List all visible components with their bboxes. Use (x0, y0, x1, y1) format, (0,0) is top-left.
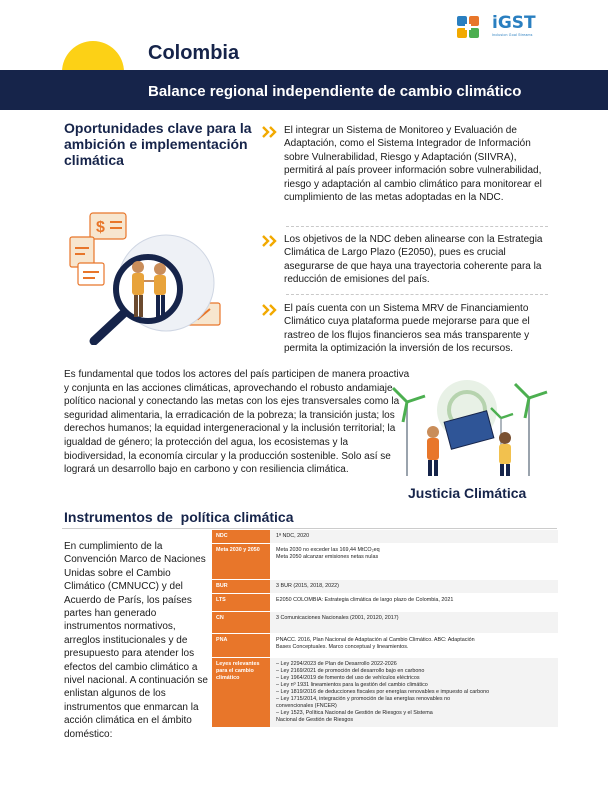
row-key: Leyes relevantes para el cambio climático (212, 658, 270, 727)
row-key: CN (212, 612, 270, 633)
opportunity-text-3: El país cuenta con un Sistema MRV de Financiamiento Climático cuya plataforma puede mejorarse para que el rastreo de los flujos financieros sea más transparente y permita la optimización la inversión de los recursos. (284, 303, 530, 355)
table-row (212, 580, 558, 594)
wind-solar-illustration (383, 372, 551, 480)
row-value: 3 BUR (2015, 2018, 2022) (270, 580, 558, 593)
row-value: – Ley 2294/2023 de Plan de Desarrollo 2022-2026 – Ley 2169/2021 de promoción del desarrollo bajo en carbono – Ley 1964/2019 de fomento del uso de vehículos eléctricos – Ley nº 1931 lineamientos para la gestión del cambio climático – Ley 1819/2016 de deducciones fiscales por energías renovables e impuesto al carbono – Ley 1715/2014, integración y promoción de las energías renovables no convencionales (FNCER) – Ley 1523, Política Nacional de Gestión de Riesgos y el Sistema Nacional de Gestión de Riesgos (270, 658, 558, 727)
opportunity-text-2: Los objetivos de la NDC deben alinearse con la Estrategia Climática de Largo Plazo (E2050), pues es crucial asegurarse de que haya una trayectoria coherente para la reducción de emisiones del país. (284, 234, 543, 286)
table-row (212, 594, 558, 612)
row-value: 3 Comunicaciones Nacionales (2001, 20120, 2017) (270, 612, 558, 633)
row-key: BUR (212, 580, 270, 593)
justice-label: Justicia Climática (408, 485, 527, 501)
row-value: 1ª NDC, 2020 (270, 530, 558, 543)
divider (286, 226, 548, 227)
opportunity-text-1: El integrar un Sistema de Monitoreo y Evaluación de Adaptación, como el Sistema Integrador de Información sobre Vulnerabilidad, Riesgo y Adaptación (SIIVRA), permitirá al país proveer información sobre vulnerabilidad, riesgo y adaptación al cambio climático para monitorear el cumplimiento de las metas adoptadas en la NDC. (284, 125, 542, 204)
row-key: LTS (212, 594, 270, 611)
instruments-title: Instrumentos de política climática (64, 509, 294, 525)
opportunities-title: Oportunidades clave para la ambición e implementación climática (64, 120, 252, 168)
country-title: Colombia (148, 42, 240, 64)
logo-tagline: Inclusion Goal Streams (492, 33, 533, 37)
divider (62, 528, 557, 529)
table-row (212, 612, 558, 634)
banner-subtitle: Balance regional independiente de cambio climático (148, 83, 522, 100)
row-key: NDC (212, 530, 270, 543)
double-chevron-icon (262, 235, 280, 247)
divider (286, 294, 548, 295)
double-chevron-icon (262, 304, 280, 316)
magnifier-business-illustration (56, 195, 256, 345)
table-row (212, 544, 558, 580)
table-row (212, 658, 558, 728)
justice-paragraph: Es fundamental que todos los actores del país participen de manera proactiva y conjunta en las acciones climáticas, aprovechando el robusto andamiaje político nacional y conectando las metas con los ejes transversales como la seguridad alimentaria, la erradicación de la pobreza; la transición justa; los derechos humanos; la equidad intergeneracional y la inclusión territorial; la igualdad de género; la protección del agua, los ecosistemas y la biodiversidad, la economía circular y la producción sostenible. Solo así se logrará un desarrollo bajo en carbono y con resiliencia climática. (64, 369, 410, 476)
double-chevron-icon (262, 126, 280, 138)
instruments-intro: En cumplimiento de la Convención Marco de Naciones Unidas sobre el Cambio Climático (CMNUCC) y del Acuerdo de París, los países partes han generado instrumentos normativos, arreglos institucionales y de presupuesto para atender los efectos del cambio climático a nivel nacional. A continuación se enlistan algunos de los instrumentos que enmarcan la acción climática en el ámbito doméstico: (64, 541, 208, 740)
row-key: Meta 2030 y 2050 (212, 544, 270, 579)
instruments-table (212, 530, 558, 728)
logo-name: iGST (492, 13, 536, 33)
row-value: Meta 2030 no exceder las 169,44 MtCO₂eq Meta 2050 alcanzar emisiones netas nulas (270, 544, 558, 579)
table-row (212, 634, 558, 658)
svg-text:$: $ (96, 219, 105, 236)
row-value: PNACC. 2016, Plan Nacional de Adaptación al Cambio Climático. ABC: Adaptación Bases Conceptuales. Marco conceptual y lineamientos. (270, 634, 558, 657)
row-key: PNA (212, 634, 270, 657)
row-value: E2050 COLOMBIA: Estrategia climática de largo plazo de Colombia, 2021 (270, 594, 558, 611)
table-row (212, 530, 558, 544)
